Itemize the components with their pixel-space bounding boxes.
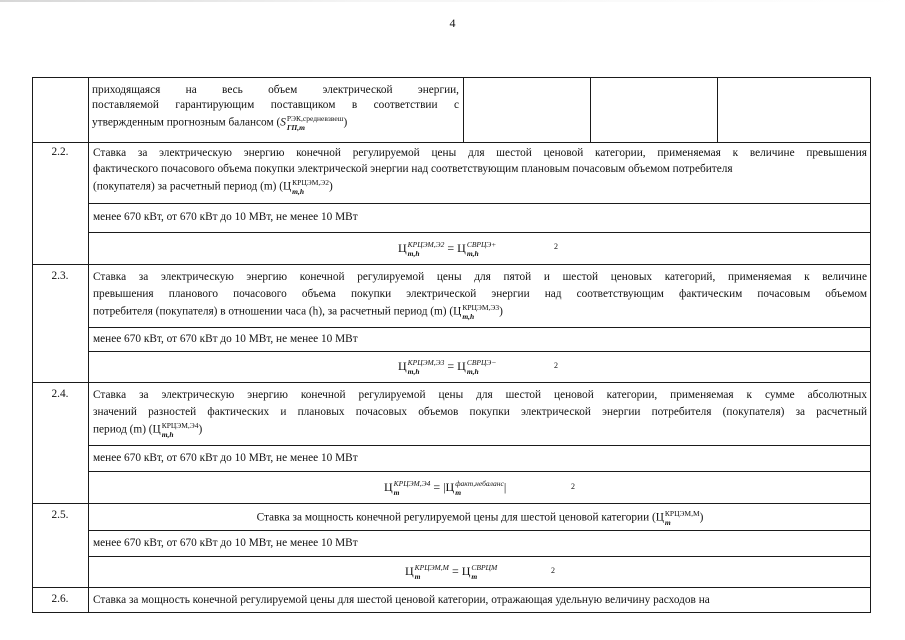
- row-2-3-desc-indices: [462, 303, 499, 321]
- top-row-line-2: поставляемой гарантирующим поставщиком в соответствии с: [92, 99, 459, 111]
- row-2-5-desc-line-1: [93, 509, 867, 527]
- balance-symbol-sub: ГП,m: [286, 123, 305, 132]
- row-2-4-desc-indices: [162, 421, 199, 439]
- row-sub-divider-2-4b: [88, 471, 871, 472]
- row-divider-2-3: [32, 264, 871, 265]
- formula-rhs-symbol: Ц: [457, 358, 466, 373]
- formula-rhs-indices: [467, 358, 497, 376]
- top-row-col-divider-3: [717, 77, 718, 143]
- formula-rhs-sup: СВРЦЭ+: [466, 240, 497, 249]
- formula-rhs-sub: m: [455, 488, 462, 497]
- row-2-5-desc-sup: КРЦЭМ,М: [664, 509, 700, 518]
- formula-rhs-indices: [467, 240, 497, 258]
- formula-rhs-sup: СВРЦЭ−: [466, 358, 497, 367]
- formula-lhs-sub: m: [393, 488, 400, 497]
- top-row-line-3: [92, 114, 459, 132]
- row-2-2-formula-index: 2: [554, 242, 558, 251]
- page-number: 4: [449, 16, 456, 30]
- row-2-5-desc-suffix: ): [699, 511, 704, 524]
- row-2-2-desc-suffix: ): [328, 180, 333, 193]
- row-2-2-desc-line-1: Ставка за электрическую энергию конечной регулируемой цены для шестой ценовой категории, применяемая к величине превышения: [93, 147, 867, 159]
- formula-lhs-symbol: Ц: [398, 240, 407, 255]
- row-2-2-desc-line-3: [93, 178, 333, 196]
- top-row-line-3-prefix: утвержденным прогнозным балансом (: [92, 116, 281, 129]
- row-2-5-desc-indices: [665, 509, 700, 527]
- row-2-4-desc-line-3: [93, 421, 202, 439]
- row-2-5-desc-sub: m: [664, 518, 671, 527]
- row-2-3-formula-index: 2: [554, 361, 558, 370]
- row-2-2-desc-sup: КРЦЭМ,Э2: [292, 178, 329, 187]
- row-number-2-4: 2.4.: [51, 388, 69, 400]
- formula-equals: =: [447, 358, 455, 373]
- row-2-4-desc-line-2: значений разностей фактических и плановых почасовых объемов покупки электрической энергии потребителя (покупателя) за расчетный: [93, 406, 867, 418]
- row-number-2-5: 2.5.: [51, 509, 69, 521]
- row-divider-2-2: [32, 142, 871, 143]
- row-2-2-desc-sub: m,h: [292, 187, 305, 196]
- formula-rhs-symbol: Ц: [461, 563, 471, 578]
- row-number-2-3: 2.3.: [51, 270, 69, 282]
- row-divider-2-5: [32, 503, 871, 504]
- table-border-right: [870, 77, 871, 613]
- formula-lhs-sup: КРЦЭМ,Э3: [407, 358, 445, 367]
- row-2-4-formula: [384, 479, 506, 497]
- row-2-3-desc-suffix: ): [499, 305, 503, 318]
- row-2-4-desc-suffix: ): [198, 423, 203, 436]
- formula-rhs-indices: [471, 563, 497, 581]
- row-2-5-formula: [405, 563, 497, 581]
- row-2-4-desc-prefix: период (m) (Ц: [93, 423, 161, 436]
- balance-symbol-indices: [287, 114, 344, 132]
- formula-lhs-sup: КРЦЭМ,М: [414, 563, 449, 572]
- row-sub-divider-2-3b: [88, 351, 871, 352]
- row-2-3-formula: [398, 358, 496, 376]
- top-row-line-1: приходящаяся на весь объем электрической энергии,: [92, 84, 459, 96]
- top-row-col-divider-2: [590, 77, 591, 143]
- row-2-5-formula-index: 2: [551, 566, 555, 575]
- formula-lhs-sub: m: [414, 572, 421, 581]
- formula-equals: =: [447, 240, 455, 255]
- row-2-4-desc-line-1: Ставка за электрическую энергию конечной регулируемой цены для шестой ценовой категории, применяемая к сумме абсолютных: [93, 389, 867, 401]
- row-divider-2-6: [32, 587, 871, 588]
- row-2-4-power-ranges: менее 670 кВт, от 670 кВт до 10 МВт, не менее 10 МВт: [93, 452, 358, 464]
- row-2-4-desc-sup: КРЦЭМ,Э4: [161, 421, 199, 430]
- row-2-3-desc-line-2: превышения планового почасового объема покупки электрической энергии над соответствующим фактическим почасовым объемом: [93, 288, 867, 300]
- formula-rhs-symbol: Ц: [457, 240, 466, 255]
- top-row-line-3-suffix: ): [343, 116, 348, 129]
- row-sub-divider-2-2a: [88, 203, 871, 204]
- scan-edge-artifact: [0, 0, 905, 2]
- row-2-2-desc-indices: [292, 178, 329, 196]
- row-divider-2-4: [32, 382, 871, 383]
- formula-lhs-symbol: Ц: [405, 563, 414, 578]
- row-sub-divider-2-2b: [88, 232, 871, 233]
- row-2-5-power-ranges: менее 670 кВт, от 670 кВт до 10 МВт, не менее 10 МВт: [93, 537, 358, 549]
- formula-rhs-sub: m: [471, 572, 478, 581]
- formula-rhs-sub: m,h: [466, 249, 479, 258]
- formula-rhs-abs-close: |: [503, 479, 507, 494]
- formula-rhs-symbol: |Ц: [443, 479, 455, 494]
- row-2-2-desc-prefix: (покупателя) за расчетный период (m) (Ц: [93, 180, 292, 193]
- table-border-top: [32, 77, 871, 78]
- formula-lhs-indices: [408, 240, 445, 258]
- row-sub-divider-2-4a: [88, 445, 871, 446]
- row-2-6-desc-line-1: Ставка за мощность конечной регулируемой цены для шестой ценовой категории, отражающая удельную величину расходов на: [93, 594, 710, 606]
- formula-lhs-sup: КРЦЭМ,Э4: [393, 479, 431, 488]
- formula-equals: =: [433, 479, 441, 494]
- row-2-5-desc-prefix: Ставка за мощность конечной регулируемой цены для шестой ценовой категории (Ц: [256, 511, 664, 524]
- table-border-left: [32, 77, 33, 613]
- formula-lhs-indices: [415, 563, 449, 581]
- row-sub-divider-2-5a: [88, 530, 871, 531]
- formula-lhs-indices: [408, 358, 445, 376]
- row-number-2-6: 2.6.: [51, 593, 69, 605]
- formula-lhs-symbol: Ц: [398, 358, 407, 373]
- num-column-divider: [88, 77, 89, 613]
- row-2-4-formula-index: 2: [571, 482, 575, 491]
- row-number-2-2: 2.2.: [51, 146, 69, 158]
- formula-lhs-sup: КРЦЭМ,Э2: [407, 240, 445, 249]
- row-sub-divider-2-3a: [88, 327, 871, 328]
- row-2-2-formula: [398, 240, 496, 258]
- formula-rhs-indices: [455, 479, 507, 497]
- row-divider-bottom: [32, 612, 871, 613]
- row-2-3-desc-line-3: [93, 303, 503, 321]
- formula-rhs-sub: m,h: [466, 367, 479, 376]
- row-2-3-power-ranges: менее 670 кВт, от 670 кВт до 10 МВт, не менее 10 МВт: [93, 333, 358, 345]
- row-2-3-desc-sup: КРЦЭМ,Э3: [462, 303, 500, 312]
- formula-equals: =: [451, 563, 459, 578]
- row-2-2-power-ranges: менее 670 кВт, от 670 кВт до 10 МВт, не менее 10 МВт: [93, 211, 358, 223]
- top-row-col-divider-1: [463, 77, 464, 143]
- balance-symbol: S: [280, 116, 286, 129]
- formula-lhs-indices: [394, 479, 431, 497]
- row-2-4-desc-sub: m,h: [161, 430, 174, 439]
- row-2-3-desc-prefix: потребителя (покупателя) в отношении часа (h), за расчетный период (m) (Ц: [93, 305, 462, 318]
- balance-symbol-sup: РЭК,средневзвеш: [286, 114, 344, 123]
- formula-rhs-sup: факт,небаланс: [455, 479, 504, 488]
- row-2-3-desc-sub: m,h: [462, 312, 475, 321]
- formula-lhs-symbol: Ц: [384, 479, 393, 494]
- formula-rhs-sup: СВРЦМ: [471, 563, 498, 572]
- formula-lhs-sub: m,h: [407, 249, 420, 258]
- row-2-2-desc-line-2: фактического почасового объема покупки электрической энергии над соответствующим плановым почасовым объемом потребителя: [93, 163, 733, 175]
- formula-lhs-sub: m,h: [407, 367, 420, 376]
- row-sub-divider-2-5b: [88, 556, 871, 557]
- row-2-3-desc-line-1: Ставка за электрическую энергию конечной регулируемой цены для пятой и шестой ценовых категорий, применяемая к величине: [93, 271, 867, 283]
